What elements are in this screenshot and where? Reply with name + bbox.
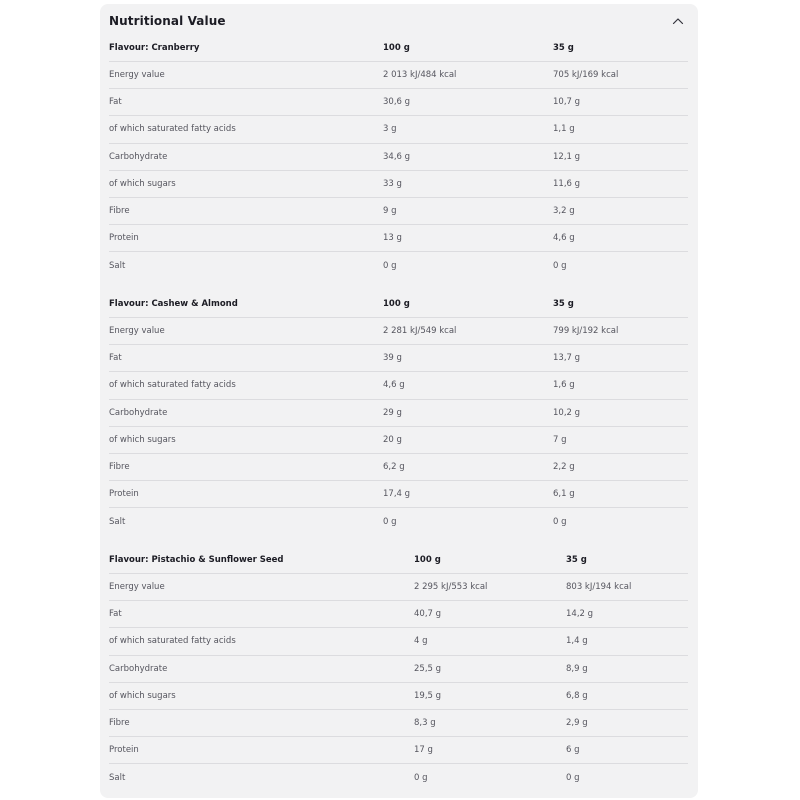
value-100g: 0 g: [383, 260, 397, 271]
value-35g: 10,7 g: [553, 97, 581, 108]
table-row: [109, 372, 688, 399]
row-label: Energy value: [109, 326, 165, 337]
row-label: Carbohydrate: [109, 151, 168, 162]
row-label: Fibre: [109, 462, 130, 473]
column-header-35g: 35 g: [553, 298, 574, 309]
value-35g: 1,4 g: [566, 636, 588, 647]
row-label: Carbohydrate: [109, 407, 168, 418]
row-label: Fibre: [109, 718, 130, 729]
table-row: [109, 656, 688, 683]
value-35g: 0 g: [566, 772, 580, 783]
value-100g: 8,3 g: [414, 718, 436, 729]
value-100g: 4,6 g: [383, 380, 405, 391]
table-row: [109, 252, 688, 279]
column-header-35g: 35 g: [553, 42, 574, 53]
value-100g: 40,7 g: [414, 609, 442, 620]
value-35g: 4,6 g: [553, 233, 575, 244]
table-row: [109, 454, 688, 481]
table-row: [109, 628, 688, 655]
row-label: of which sugars: [109, 434, 176, 445]
table-row: [109, 683, 688, 710]
value-35g: 6,1 g: [553, 489, 575, 500]
table-row: [109, 345, 688, 372]
row-label: Fibre: [109, 206, 130, 217]
value-100g: 34,6 g: [383, 151, 411, 162]
column-header-100g: 100 g: [383, 42, 410, 53]
table-header-row: [109, 546, 688, 574]
row-label: Protein: [109, 745, 139, 756]
flavour-heading: Flavour: Cashew & Almond: [109, 298, 238, 309]
value-35g: 0 g: [553, 260, 567, 271]
value-35g: 799 kJ/192 kcal: [553, 326, 619, 337]
value-100g: 33 g: [383, 178, 402, 189]
row-label: Energy value: [109, 70, 165, 81]
table-row: [109, 710, 688, 737]
table-row: [109, 198, 688, 225]
table-row: [109, 508, 688, 535]
value-35g: 2,9 g: [566, 718, 588, 729]
row-label: of which saturated fatty acids: [109, 380, 236, 391]
panel-title: Nutritional Value: [109, 14, 226, 28]
value-100g: 6,2 g: [383, 462, 405, 473]
row-label: Protein: [109, 489, 139, 500]
row-label: of which sugars: [109, 178, 176, 189]
table-row: [109, 89, 688, 116]
row-label: Fat: [109, 609, 122, 620]
section-cashew-almond: [109, 290, 688, 536]
section-cranberry: [109, 34, 688, 280]
table-row: [109, 400, 688, 427]
row-label: Carbohydrate: [109, 663, 168, 674]
table-row: [109, 601, 688, 628]
column-header-35g: 35 g: [566, 554, 587, 565]
value-100g: 30,6 g: [383, 97, 411, 108]
column-header-100g: 100 g: [414, 554, 441, 565]
table-row: [109, 318, 688, 345]
value-35g: 1,6 g: [553, 380, 575, 391]
table-row: [109, 62, 688, 89]
table-row: [109, 574, 688, 601]
value-100g: 25,5 g: [414, 663, 442, 674]
table-header-row: [109, 290, 688, 318]
value-35g: 0 g: [553, 516, 567, 527]
value-100g: 19,5 g: [414, 690, 442, 701]
value-100g: 2 013 kJ/484 kcal: [383, 70, 457, 81]
value-35g: 14,2 g: [566, 609, 594, 620]
flavour-heading: Flavour: Cranberry: [109, 42, 200, 53]
value-35g: 2,2 g: [553, 462, 575, 473]
value-100g: 13 g: [383, 233, 402, 244]
value-100g: 39 g: [383, 353, 402, 364]
flavour-heading: Flavour: Pistachio & Sunflower Seed: [109, 554, 284, 565]
table-row: [109, 481, 688, 508]
value-35g: 7 g: [553, 434, 567, 445]
value-35g: 11,6 g: [553, 178, 581, 189]
value-35g: 13,7 g: [553, 353, 581, 364]
value-35g: 12,1 g: [553, 151, 581, 162]
value-35g: 6 g: [566, 745, 580, 756]
value-100g: 2 295 kJ/553 kcal: [414, 582, 488, 593]
row-label: of which saturated fatty acids: [109, 124, 236, 135]
section-pistachio-sunflower: [109, 546, 688, 792]
value-35g: 8,9 g: [566, 663, 588, 674]
value-35g: 705 kJ/169 kcal: [553, 70, 619, 81]
value-35g: 803 kJ/194 kcal: [566, 582, 632, 593]
row-label: of which sugars: [109, 690, 176, 701]
table-row: [109, 225, 688, 252]
row-label: Protein: [109, 233, 139, 244]
table-row: [109, 737, 688, 764]
value-35g: 1,1 g: [553, 124, 575, 135]
panel-header[interactable]: [100, 4, 698, 36]
table-row: [109, 144, 688, 171]
chevron-up-icon[interactable]: [672, 16, 684, 26]
row-label: Salt: [109, 772, 126, 783]
value-35g: 3,2 g: [553, 206, 575, 217]
table-header-row: [109, 34, 688, 62]
value-100g: 0 g: [414, 772, 428, 783]
row-label: Fat: [109, 97, 122, 108]
table-row: [109, 764, 688, 791]
value-35g: 10,2 g: [553, 407, 581, 418]
column-header-100g: 100 g: [383, 298, 410, 309]
value-35g: 6,8 g: [566, 690, 588, 701]
table-row: [109, 171, 688, 198]
value-100g: 2 281 kJ/549 kcal: [383, 326, 457, 337]
row-label: Salt: [109, 516, 126, 527]
nutritional-value-panel: [100, 4, 698, 798]
row-label: of which saturated fatty acids: [109, 636, 236, 647]
row-label: Fat: [109, 353, 122, 364]
value-100g: 29 g: [383, 407, 402, 418]
value-100g: 17 g: [414, 745, 433, 756]
row-label: Energy value: [109, 582, 165, 593]
value-100g: 20 g: [383, 434, 402, 445]
table-row: [109, 116, 688, 143]
value-100g: 3 g: [383, 124, 397, 135]
value-100g: 0 g: [383, 516, 397, 527]
value-100g: 4 g: [414, 636, 428, 647]
value-100g: 17,4 g: [383, 489, 411, 500]
row-label: Salt: [109, 260, 126, 271]
table-row: [109, 427, 688, 454]
value-100g: 9 g: [383, 206, 397, 217]
